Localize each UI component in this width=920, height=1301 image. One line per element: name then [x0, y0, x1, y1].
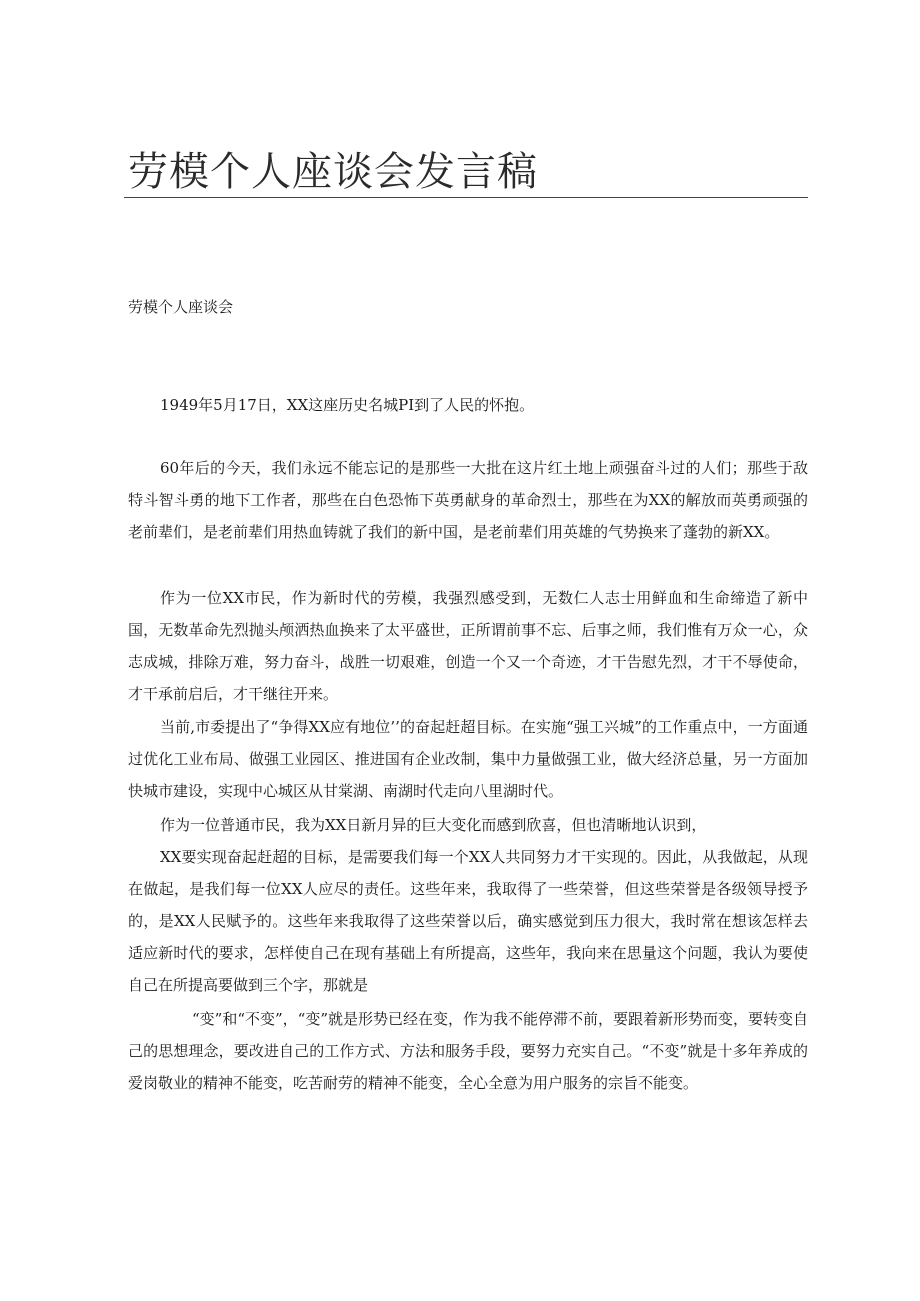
document-title: 劳模个人座谈会发言稿 — [128, 149, 538, 195]
paragraph-5: 作为一位普通市民，我为XX日新月异的巨大变化而感到欣喜，但也清晰地认识到， — [160, 816, 707, 834]
paragraph-3: 作为一位XX市民，作为新时代的劳模，我强烈感受到，无数仁人志士用鲜血和生命缔造了新中国，无数革命先烈抛头颅洒热血换来了太平盛世，正所谓前事不忘、后事之师，我们惟有万众一心，众志成城，排除万难，努力奋斗，战胜一切艰难，创造一个又一个奇迹，才干告慰先烈，才干不辱使命，才干承前启后，才干继往开来。 — [128, 589, 808, 703]
paragraph-2: 60年后的今天，我们永远不能忘记的是那些一大批在这片红土地上顽强奋斗过的人们；那些于敌特斗智斗勇的地下工作者，那些在白色恐怖下英勇献身的革命烈士，那些在为XX的解放而英勇顽强的老前辈们，是老前辈们用热血铸就了我们的新中国，是老前辈们用英雄的气势换来了蓬勃的新XX。 — [128, 459, 808, 541]
paragraph-4: 当前,市委提出了“争得XX应有地位’’的奋起赶超目标。在实施“强工兴城”的工作重点中，一方面通过优化工业布局、做强工业园区、推进国有企业改制，集中力量做强工业，做大经济总量，另一方面加快城市建设，实现中心城区从甘棠湖、南湖时代走向八里湖时代。 — [128, 718, 808, 800]
document-subtitle: 劳模个人座谈会 — [128, 298, 234, 316]
paragraph-6: XX要实现奋起赶超的目标，是需要我们每一个XX人共同努力才干实现的。因此，从我做起，从现在做起，是我们每一位XX人应尽的责任。这些年来，我取得了一些荣誉，但这些荣誉是各级领导授予的，是XX人民赋予的。这些年来我取得了这些荣誉以后，确实感觉到压力很大，我时常在想该怎样去适应新时代的要求，怎样使自己在现有基础上有所提高，这些年，我向来在思量这个问题，我认为要使自己在所提高要做到三个字，那就是 — [128, 848, 808, 994]
title-underline — [124, 197, 808, 198]
paragraph-7: “变”和“不变”，“变”就是形势已经在变，作为我不能停滞不前，要跟着新形势而变，要转变自己的思想理念，要改进自己的工作方式、方法和服务手段，要努力充实自己。“不变”就是十多年养成的爱岗敬业的精神不能变，吃苦耐劳的精神不能变，全心全意为用户服务的宗旨不能变。 — [128, 1010, 809, 1092]
paragraph-1: 1949年5月17日，XX这座历史名城PI到了人民的怀抱。 — [160, 396, 535, 414]
